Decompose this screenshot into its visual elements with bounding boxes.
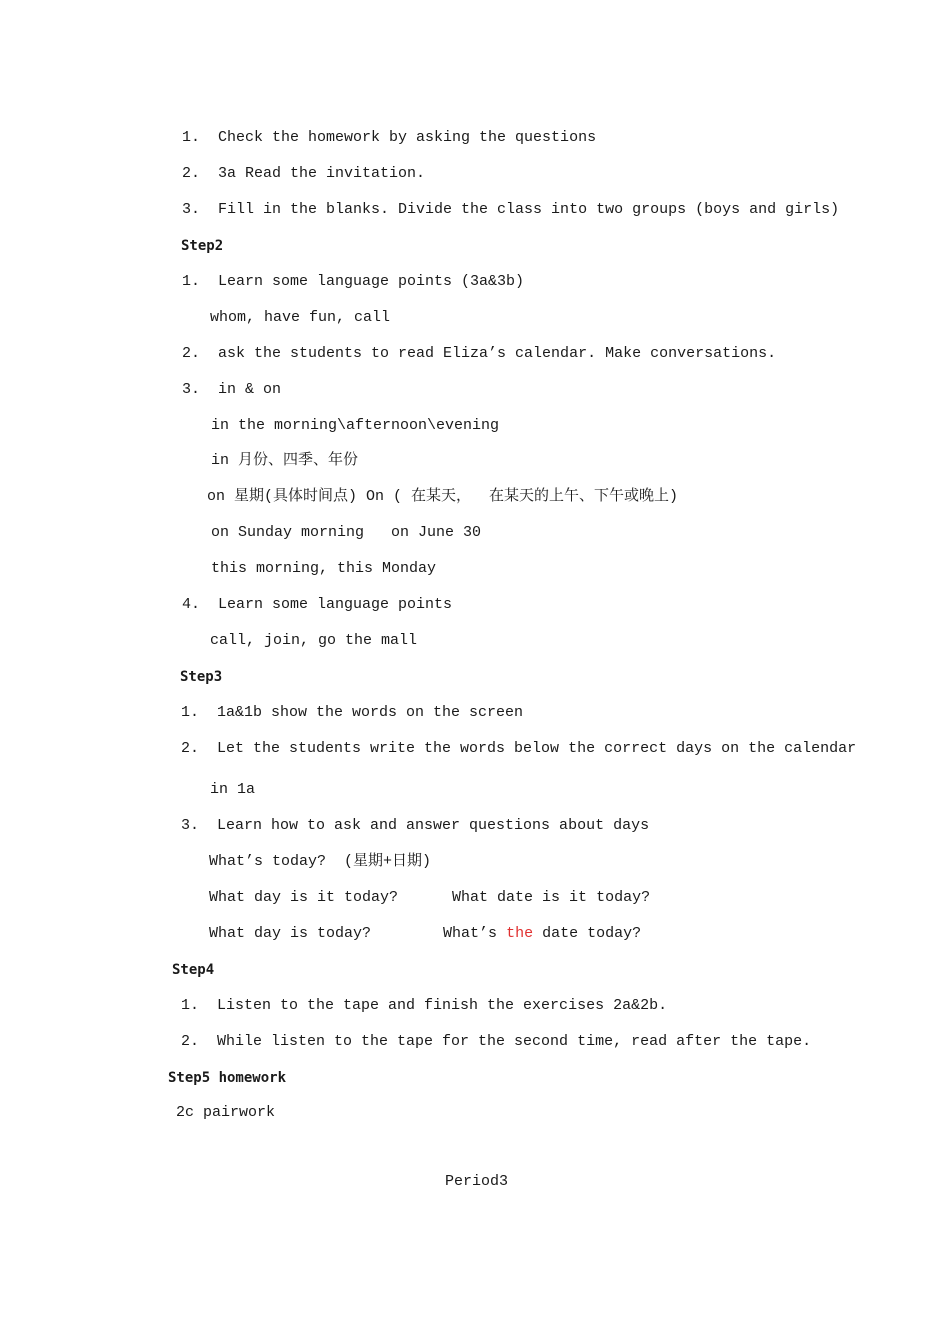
list-item: 1. 1a&1b show the words on the screen <box>181 704 524 721</box>
sub-item: whom, have fun, call <box>210 309 391 326</box>
sub-item: in 月份、四季、年份 <box>211 452 359 469</box>
sub-item: call, join, go the mall <box>210 632 418 649</box>
text-segment: date today? <box>533 925 642 942</box>
list-item: 2. While listen to the tape for the second time, read after the tape. <box>181 1033 812 1050</box>
list-item: 2. 3a Read the invitation. <box>182 165 426 182</box>
list-item: 4. Learn some language points <box>182 596 453 613</box>
homework-item: 2c pairwork <box>176 1104 276 1121</box>
list-item: 2. Let the students write the words below the correct days on the calendar <box>181 740 857 757</box>
sub-item: on 星期(具体时间点) On ( 在某天， 在某天的上午、下午或晚上) <box>207 488 679 505</box>
sub-item: in the morning\afternoon\evening <box>211 417 500 434</box>
list-item: 3. Learn how to ask and answer questions about days <box>181 817 650 834</box>
sub-item: in 1a <box>210 781 256 798</box>
sub-item: What’s today? (星期+日期) <box>209 853 432 870</box>
list-item: 3. in & on <box>182 381 282 398</box>
sub-item <box>209 924 641 944</box>
list-item: 1. Learn some language points (3a&3b) <box>182 273 525 290</box>
highlighted-word: the <box>506 925 534 942</box>
section-heading-step5: Step5 homework <box>168 1070 287 1086</box>
sub-item: What day is it today? What date is it today? <box>209 889 651 906</box>
sub-item: on Sunday morning on June 30 <box>211 524 482 541</box>
section-heading-step3: Step3 <box>180 669 223 685</box>
list-item: 3. Fill in the blanks. Divide the class into two groups (boys and girls) <box>182 201 840 218</box>
sub-item: this morning, this Monday <box>211 560 437 577</box>
list-item: 1. Check the homework by asking the questions <box>182 129 597 146</box>
list-item: 1. Listen to the tape and finish the exercises 2a&2b. <box>181 997 668 1014</box>
list-item: 2. ask the students to read Eliza’s calendar. Make conversations. <box>182 345 777 362</box>
section-heading-step2: Step2 <box>181 238 224 254</box>
text-segment: What day is today? What’s <box>209 925 507 942</box>
page-footer: Period3 <box>445 1173 509 1190</box>
section-heading-step4: Step4 <box>172 962 215 978</box>
